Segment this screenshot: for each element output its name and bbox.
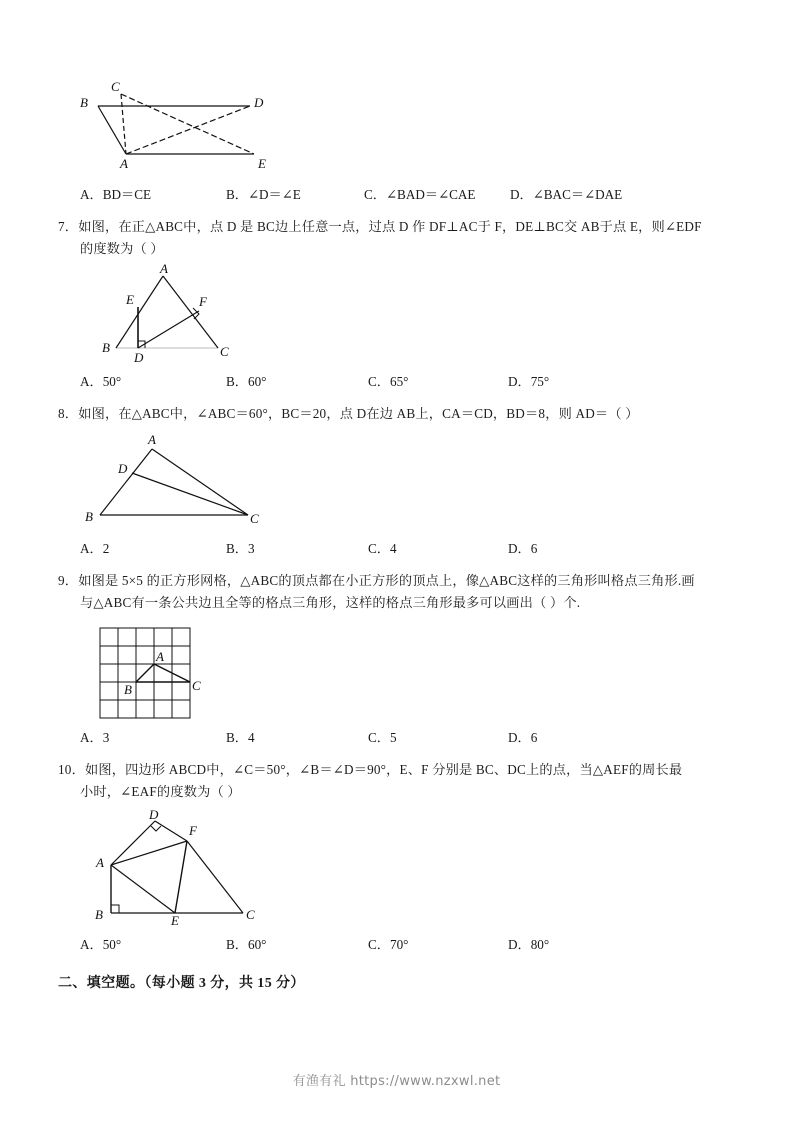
figure-q10 <box>83 809 738 932</box>
q9-option-b[interactable]: B．4 <box>226 730 255 745</box>
figure-q7-svg <box>98 264 278 364</box>
figure-q8-label-a: A <box>148 432 156 447</box>
q9-number: 9． <box>58 573 79 588</box>
q6-option-d[interactable]: D．∠BAC＝∠DAE <box>510 187 623 202</box>
figure-q7-label-e: E <box>126 292 134 307</box>
figure-q10-label-c: C <box>246 907 255 922</box>
figure-q8-label-c: C <box>250 511 259 526</box>
q9-stem: 如图是 5×5 的正方形网格，△ABC的顶点都在小正方形的顶点上，像△ABC这样的三角形叫格点三角形.画 <box>78 573 695 588</box>
figure-q8-label-b: B <box>85 509 93 524</box>
figure-q10-label-b: B <box>95 907 103 922</box>
q10-number: 10． <box>58 762 85 777</box>
page-content <box>58 80 738 992</box>
figure-q7-label-b: B <box>102 340 110 355</box>
figure-q10-label-d: D <box>149 809 159 822</box>
q8-options <box>58 538 738 560</box>
q8-option-c[interactable]: C．4 <box>368 541 397 556</box>
q10-option-d[interactable]: D．80° <box>508 937 550 952</box>
q6-options <box>58 184 738 206</box>
figure-q6-label-e: E <box>258 156 266 171</box>
q10-stem: 如图，四边形 ABCD中，∠C＝50°，∠B＝∠D＝90°，E、F 分别是 BC、DC上的点，当△AEF的周长最 <box>84 762 683 777</box>
figure-q9-svg <box>90 620 250 720</box>
figure-q10-label-f: F <box>189 823 197 838</box>
figure-q7-label-f: F <box>199 294 207 309</box>
q7-options <box>58 371 738 393</box>
q10-option-a[interactable]: A．50° <box>80 937 122 952</box>
figure-q6-label-b: B <box>80 95 88 110</box>
figure-q10-label-a: A <box>96 855 104 870</box>
q7-option-d[interactable]: D．75° <box>508 374 550 389</box>
q10-stem-line1 <box>58 759 738 781</box>
q9-option-a[interactable]: A．3 <box>80 730 110 745</box>
figure-q7-label-a: A <box>160 264 168 276</box>
q7-stem: 如图，在正△ABC中，点 D 是 BC边上任意一点，过点 D 作 DF⊥AC于 F，DE⊥BC交 AB于点 E，则∠EDF <box>78 219 702 234</box>
q8-option-a[interactable]: A．2 <box>80 541 110 556</box>
q9-stem-line2: 与△ABC有一条公共边且全等的格点三角形，这样的格点三角形最多可以画出（ ）个. <box>80 595 581 610</box>
q6-option-c[interactable]: C．∠BAD＝∠CAE <box>364 187 476 202</box>
figure-q9-label-c: C <box>192 678 201 693</box>
figure-q9-label-a: A <box>156 649 164 664</box>
q7-option-c[interactable]: C．65° <box>368 374 409 389</box>
q8-stem: 如图，在△ABC中，∠ABC＝60°，BC＝20，点 D在边 AB上，CA＝CD，BD＝8，则 AD＝（ ） <box>78 406 639 421</box>
q9-option-d[interactable]: D．6 <box>508 730 538 745</box>
q7-option-a[interactable]: A．50° <box>80 374 122 389</box>
q7-number: 7． <box>58 219 79 234</box>
watermark: 有渔有礼 https://www.nzxwl.net <box>292 1074 501 1089</box>
q10-option-c[interactable]: C．70° <box>368 937 409 952</box>
figure-q7-label-c: C <box>220 344 229 359</box>
q6-option-a[interactable]: A．BD＝CE <box>80 187 152 202</box>
q10-options <box>58 934 738 956</box>
figure-q6-label-d: D <box>254 95 264 110</box>
q7-stem-line1 <box>58 216 738 238</box>
figure-q10-svg <box>83 809 283 927</box>
figure-q8-label-d: D <box>118 461 128 476</box>
q10-option-b[interactable]: B．60° <box>226 937 267 952</box>
q8-stem-line1 <box>58 403 738 425</box>
q7-stem-line2: 的度数为（ ） <box>80 241 164 256</box>
q9-options <box>58 727 738 749</box>
figure-q7 <box>98 264 738 369</box>
figure-q6-label-a: A <box>120 156 128 171</box>
q7-option-b[interactable]: B．60° <box>226 374 267 389</box>
q8-option-b[interactable]: B．3 <box>226 541 255 556</box>
q10-stem-line2: 小时，∠EAF的度数为（ ） <box>80 784 241 799</box>
figure-q10-label-e: E <box>171 913 179 927</box>
q9-stem-line1 <box>58 570 738 592</box>
figure-q9-label-b: B <box>124 682 132 697</box>
figure-q6-label-c: C <box>111 80 120 94</box>
q8-number: 8． <box>58 406 79 421</box>
figure-q7-label-d: D <box>134 350 144 364</box>
figure-q6-svg <box>58 80 308 175</box>
figure-q8 <box>80 431 738 536</box>
q6-option-b[interactable]: B．∠D＝∠E <box>226 187 301 202</box>
q8-option-d[interactable]: D．6 <box>508 541 538 556</box>
figure-q6 <box>58 80 738 180</box>
section-heading-fill-in-blank: 二、填空题。（每小题 3 分，共 15 分） <box>58 976 305 991</box>
figure-q8-svg <box>80 431 300 531</box>
q9-option-c[interactable]: C．5 <box>368 730 397 745</box>
figure-q9 <box>90 620 738 725</box>
